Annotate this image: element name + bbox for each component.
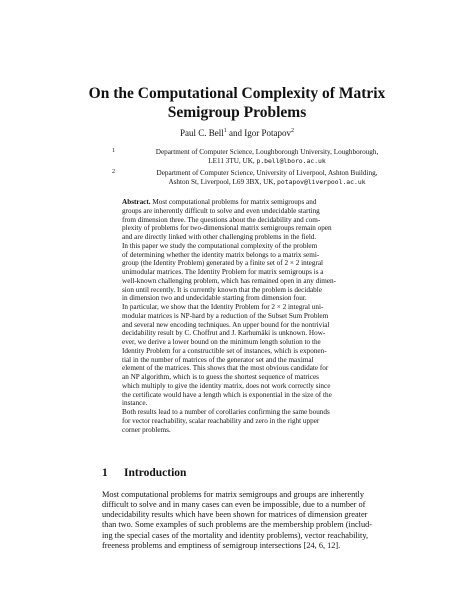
affiliation-entry: [112, 169, 412, 188]
affiliation-number: 1: [112, 148, 115, 154]
abstract-line: instance.: [122, 399, 148, 408]
email-link[interactable]: potapov@liverpool.ac.uk: [277, 177, 366, 186]
body-line: ing the special cases of the mortality and identity problems), vector reachability,: [102, 530, 369, 540]
affiliations: [112, 148, 412, 189]
abstract-line: the certificate would have a length which is exponential in the size of the: [122, 390, 332, 399]
abstract-line: in dimension two and undecidable starting from dimension four.: [122, 294, 307, 303]
affiliation-marker: 1: [223, 128, 227, 134]
author-name: Paul C. Bell: [179, 128, 224, 138]
abstract-line: modular matrices is NP-hard by a reduction of the Subset Sum Problem: [122, 311, 329, 320]
abstract-line: which multiply to give the identity matrix, does not work correctly since: [122, 381, 331, 390]
affiliation-line: [122, 178, 412, 187]
abstract-line: groups are inherently difficult to solve and even undecidable starting: [122, 206, 320, 215]
body-line: Most computational problems for matrix semigroups and groups are inherently: [102, 490, 364, 499]
affiliation-line: Department of Computer Science, Loughborough University, Loughborough,: [155, 148, 379, 156]
abstract-line: unimodular matrices. The Identity Problem for matrix semigroups is a: [122, 268, 324, 276]
author-name: Igor Potapov: [244, 128, 291, 138]
abstract-line: In this paper we study the computational complexity of the problem: [122, 241, 318, 250]
abstract-line: In particular, we show that the Identity Problem for 2 × 2 integral uni-: [122, 303, 324, 311]
abstract-line: corner problems.: [122, 425, 171, 434]
abstract-line: and are directly linked with other challenging problems in the field.: [122, 233, 317, 241]
abstract-line: from dimension three. The questions about the decidability and com-: [122, 215, 321, 224]
abstract: [122, 198, 384, 434]
abstract-line: Identity Problem for a constructible set of instances, which is exponen-: [122, 346, 327, 355]
abstract-line: element of the matrices. This shows that the most obvious candidate for: [122, 364, 329, 373]
affiliation-line: Department of Computer Science, University of Liverpool, Ashton Building,: [156, 168, 378, 177]
affiliation-marker: 2: [291, 128, 294, 134]
title-line-1: On the Computational Complexity of Matrix: [88, 85, 386, 102]
section-number: 1: [102, 467, 108, 479]
affiliation-line: [122, 157, 412, 166]
section-heading: [102, 466, 402, 480]
body-line: than two. Some examples of such problems are the membership problem (includ-: [102, 520, 373, 530]
title-line-2: Semigroup Problems: [167, 104, 307, 121]
abstract-line: of determining whether the identity matrix belongs to a matrix semi-: [122, 250, 320, 259]
abstract-line: and several new encoding techniques. An upper bound for the nontrivial: [122, 320, 330, 329]
affiliation-number: 2: [112, 168, 115, 175]
author-list: [70, 126, 404, 139]
abstract-line: well-known challenging problem, which has remained open in any dimen-: [122, 276, 336, 285]
affiliation-address: Ashton St, Liverpool, L69 3BX, UK,: [168, 177, 276, 186]
affiliation-address: LE11 3TU, UK,: [208, 157, 255, 166]
abstract-text: Most computational problems for matrix semigroups and: [152, 198, 317, 206]
affiliation-entry: [112, 148, 412, 167]
abstract-line: for vector reachability, scalar reachability and zero in the right upper: [122, 416, 320, 425]
body-line: undecidability results which have been shown for matrices of dimension greater: [102, 510, 368, 520]
abstract-line: decidability result by C. Choffrut and J. Karhumäki is unknown. How-: [122, 329, 326, 338]
abstract-line: an NP algorithm, which is to guess the shortest sequence of matrices: [122, 373, 319, 381]
abstract-line: ever, we derive a lower bound on the minimum length solution to the: [122, 338, 321, 346]
section-title: Introduction: [124, 467, 187, 479]
body-line: difficult to solve and in many cases can even be impossible, due to a number of: [102, 500, 366, 510]
abstract-line: tial in the number of matrices of the generator set and the maximal: [122, 355, 314, 364]
intro-paragraph: [102, 490, 402, 551]
abstract-line: sion until recently. It is currently known that the problem is decidable: [122, 285, 322, 294]
email-link[interactable]: p.bell@lboro.ac.uk: [256, 157, 326, 166]
body-line: freeness problems and emptiness of semigroup intersections [24, 6, 12].: [102, 540, 341, 550]
paper-title: [70, 84, 404, 122]
abstract-line: plexity of problems for two-dimensional matrix semigroups remain open: [122, 224, 332, 233]
abstract-line: Both results lead to a number of corollaries confirming the same bounds: [122, 408, 330, 416]
author-conjunction: and: [229, 128, 242, 138]
abstract-line: group (the Identity Problem) generated by a finite set of 2 × 2 integral: [122, 259, 324, 268]
abstract-line: [122, 198, 384, 207]
abstract-label: Abstract.: [122, 198, 151, 206]
